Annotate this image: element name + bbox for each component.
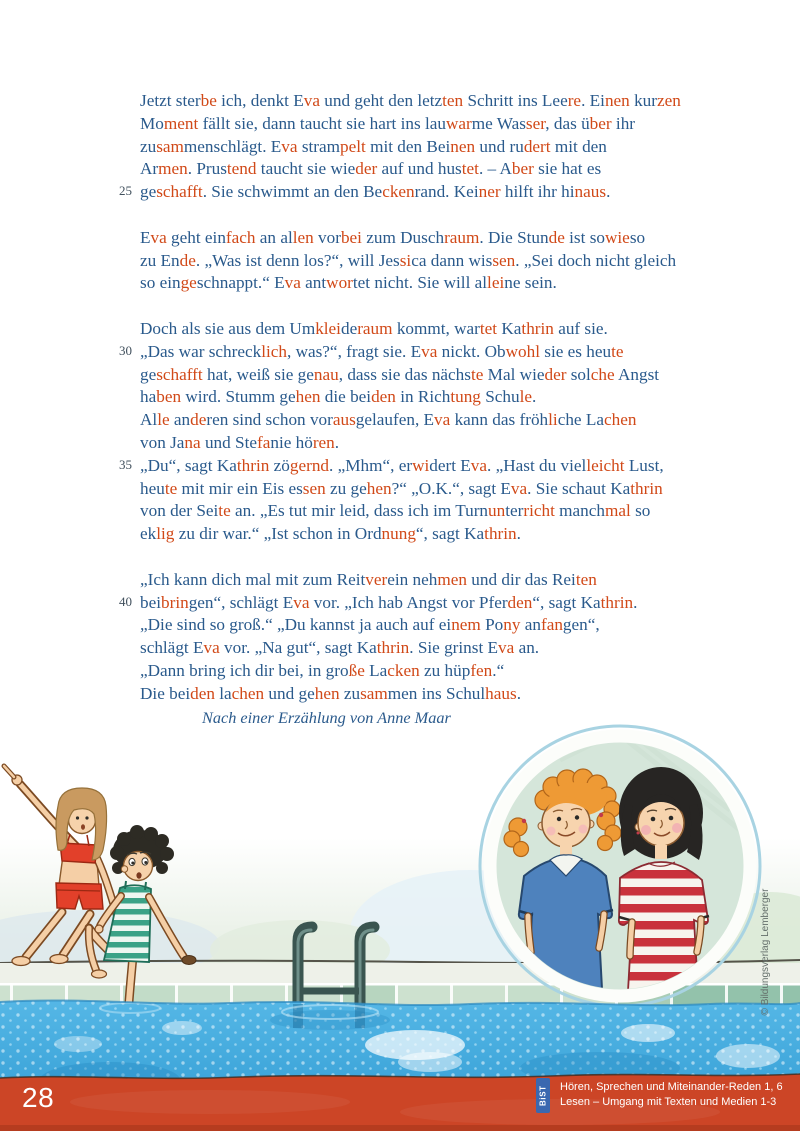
story-line: haben wird. Stumm gehen die beiden in Richtung Schule. bbox=[140, 387, 537, 407]
story-line: von der Seite an. „Es tut mir leid, dass ich im Turnunterricht manchmal so bbox=[140, 501, 651, 521]
story-line: Eva geht einfach an allen vorbei zum Duschraum. Die Stunde ist sowieso bbox=[140, 227, 646, 247]
story-line: von Jana und Stefanie hören. bbox=[140, 432, 340, 452]
story-line: 40 beibringen“, schlägt Eva vor. „Ich hab Angst vor Pferden“, sagt Kathrin. bbox=[140, 592, 725, 615]
pool-illustration bbox=[0, 700, 800, 1131]
story-line: eklig zu dir war.“ „Ist schon in Ordnung“, sagt Kathrin. bbox=[140, 524, 521, 544]
story-line: „Die sind so groß.“ „Du kannst ja auch auf einem Pony anfangen“, bbox=[140, 615, 600, 635]
line-number: 25 bbox=[119, 183, 132, 199]
story-line: schlägt Eva vor. „Na gut“, sagt Kathrin. Sie grinst Eva an. bbox=[140, 638, 540, 658]
story-line: Moment fällt sie, dann taucht sie hart ins lauwarme Wasser, das über ihr bbox=[140, 113, 636, 133]
story-line: Jetzt sterbe ich, denkt Eva und geht den letzten Schritt ins Leere. Einen kurzen bbox=[140, 91, 681, 110]
story-line: heute mit mir ein Eis essen zu gehen?“ „O.K.“, sagt Eva. Sie schaut Kathrin bbox=[140, 478, 663, 498]
story-line: Doch als sie aus dem Umkleideraum kommt, wartet Kathrin auf sie. bbox=[140, 318, 608, 338]
story-line: 35 „Du“, sagt Kathrin zögernd. „Mhm“, erwidert Eva. „Hast du vielleicht Lust, bbox=[140, 455, 725, 478]
story-line: 30 „Das war schrecklich, was?“, fragt sie. Eva nickt. Obwohl sie es heute bbox=[140, 341, 725, 364]
bist-badge: BiST bbox=[536, 1078, 550, 1113]
story-text bbox=[119, 90, 725, 729]
story-line: Alle anderen sind schon vorausgelaufen, Eva kann das fröhliche Lachen bbox=[140, 410, 637, 430]
page-number: 28 bbox=[22, 1082, 55, 1113]
story-line: so eingeschnappt.“ Eva antwortet nicht. Sie will alleine sein. bbox=[140, 273, 557, 293]
story-line: zu Ende. „Was ist denn los?“, will Jessica dann wissen. „Sei doch nicht gleich bbox=[140, 250, 677, 270]
story-line: Armen. Prustend taucht sie wieder auf und hustet. – Aber sie hat es bbox=[140, 159, 602, 179]
story-line: „Dann bring ich dir bei, in große Lacken zu hüpfen.“ bbox=[140, 660, 505, 680]
story-line: 25 geschafft. Sie schwimmt an den Beckenrand. Keiner hilft ihr hinaus. bbox=[140, 181, 725, 204]
girl-striped-shirt bbox=[619, 767, 709, 991]
line-number: 35 bbox=[119, 456, 132, 472]
byline: Nach einer Erzählung von Anne Maar bbox=[202, 707, 451, 727]
line-number: 30 bbox=[119, 342, 132, 358]
story-line: zusammenschlägt. Eva strampelt mit den Beinen und rudert mit den bbox=[140, 136, 607, 156]
story-line: Die beiden lachen und gehen zusammen ins Schulhaus. bbox=[140, 683, 521, 703]
story-line: geschafft hat, weiß sie genau, dass sie das nächste Mal wieder solche Angst bbox=[140, 364, 660, 384]
footer-reference-line1: Hören, Sprechen und Miteinander-Reden 1, 6 bbox=[560, 1081, 783, 1093]
copyright-vertical: © Bildungsverlag Lemberger bbox=[760, 888, 771, 1016]
line-number: 40 bbox=[119, 593, 132, 609]
footer-references bbox=[560, 1080, 783, 1110]
footer-reference-line2: Lesen – Umgang mit Texten und Medien 1-3 bbox=[560, 1096, 777, 1108]
story-line: „Ich kann dich mal mit zum Reitverein nehmen und dir das Reiten bbox=[140, 569, 597, 589]
